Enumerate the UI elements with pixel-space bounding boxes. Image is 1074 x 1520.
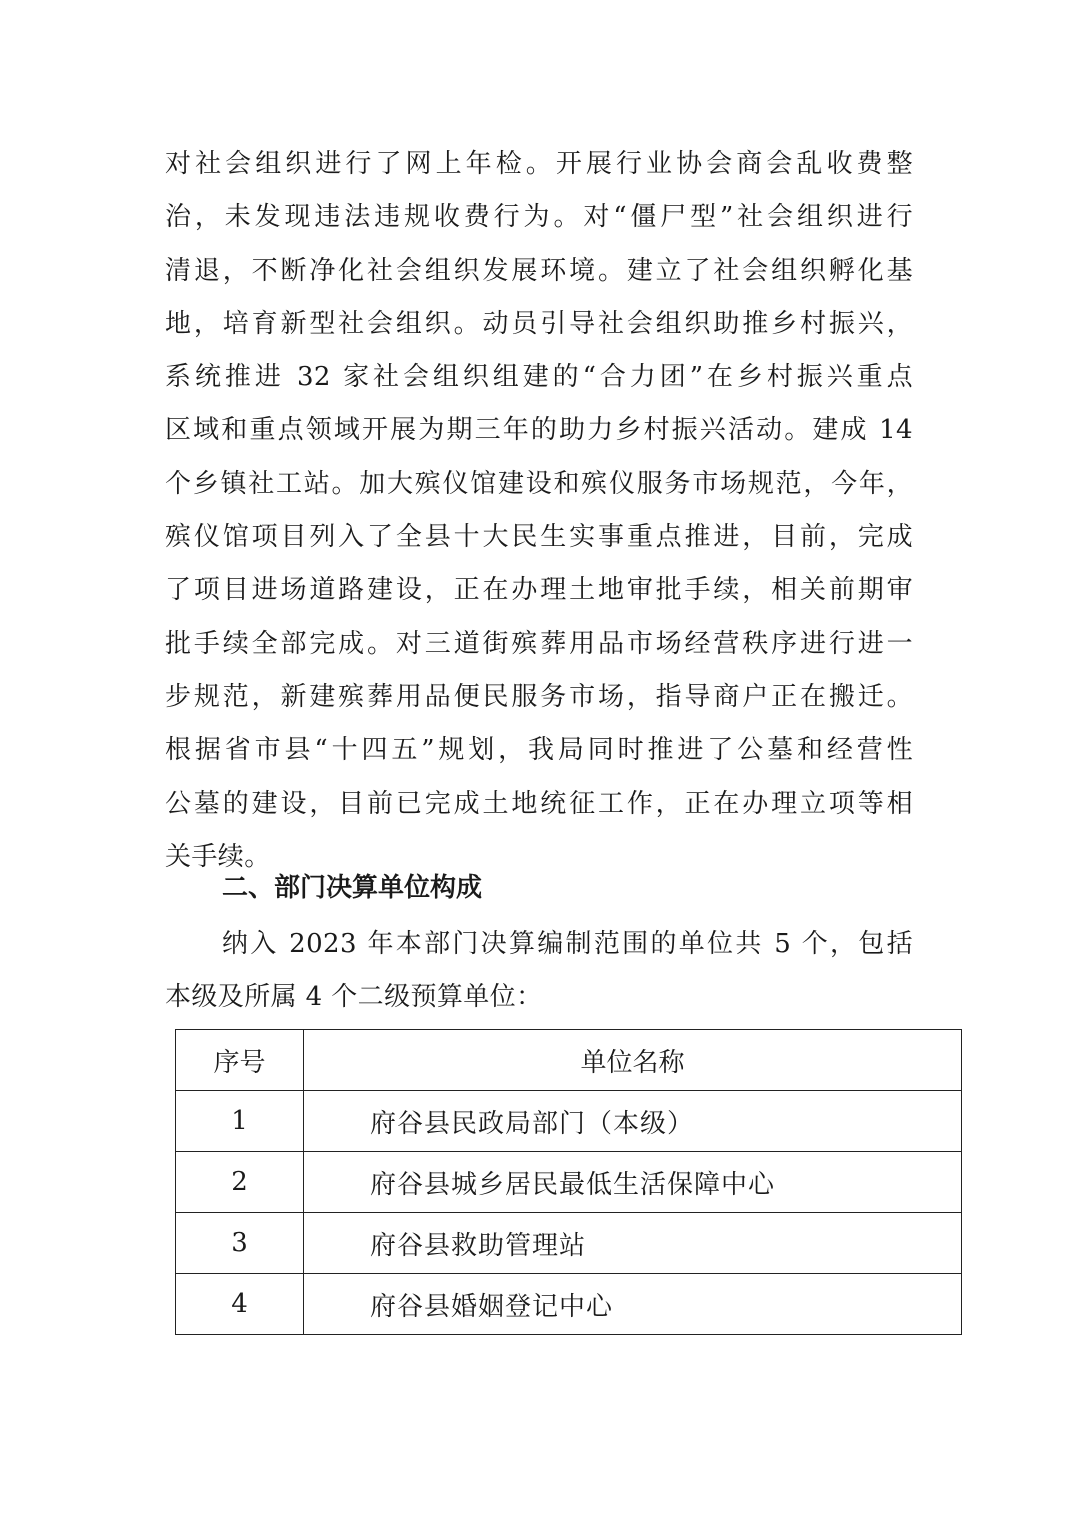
intro-paragraph [165, 918, 913, 1025]
section-heading: 二、部门决算单位构成 [222, 873, 483, 903]
body-line: 地，培育新型社会组织。动员引导社会组织助推乡村振兴， [165, 308, 913, 339]
body-line: 了项目进场道路建设，正在办理土地审批手续，相关前期审 [165, 575, 913, 606]
header-unit-name: 单位名称 [304, 1030, 962, 1091]
body-line: 个乡镇社工站。加大殡仪馆建设和殡仪服务市场规范，今年， [165, 468, 913, 499]
body-line: 关手续。 [165, 841, 271, 872]
body-paragraph [165, 138, 913, 884]
body-line: 殡仪馆项目列入了全县十大民生实事重点推进，目前，完成 [165, 522, 913, 553]
body-line: 批手续全部完成。对三道街殡葬用品市场经营秩序进行进一 [165, 628, 913, 659]
intro-line: 本级及所属 4 个二级预算单位： [165, 982, 543, 1013]
body-line: 步规范，新建殡葬用品便民服务市场，指导商户正在搬迁。 [165, 681, 913, 712]
table-row [176, 1091, 962, 1152]
body-line: 根据省市县“十四五”规划，我局同时推进了公墓和经营性 [165, 735, 913, 766]
body-line: 系统推进 32 家社会组织组建的“合力团”在乡村振兴重点 [165, 362, 913, 393]
row-index: 4 [176, 1274, 304, 1335]
header-index: 序号 [176, 1030, 304, 1091]
row-index: 1 [176, 1091, 304, 1152]
table-row [176, 1213, 962, 1274]
row-index: 3 [176, 1213, 304, 1274]
body-line: 治，未发现违法违规收费行为。对“僵尸型”社会组织进行 [165, 202, 913, 233]
body-line: 公墓的建设，目前已完成土地统征工作，正在办理立项等相 [165, 788, 913, 819]
table-row [176, 1274, 962, 1335]
table-header-row [176, 1030, 962, 1091]
row-unit-name: 府谷县救助管理站 [304, 1213, 962, 1274]
body-line: 清退，不断净化社会组织发展环境。建立了社会组织孵化基 [165, 255, 913, 286]
row-unit-name: 府谷县民政局部门（本级） [304, 1091, 962, 1152]
table-row [176, 1152, 962, 1213]
units-table [175, 1029, 962, 1335]
body-line: 区域和重点领域开展为期三年的助力乡村振兴活动。建成 14 [165, 415, 913, 446]
row-unit-name: 府谷县城乡居民最低生活保障中心 [304, 1152, 962, 1213]
row-unit-name: 府谷县婚姻登记中心 [304, 1274, 962, 1335]
body-line: 对社会组织进行了网上年检。开展行业协会商会乱收费整 [165, 149, 913, 179]
intro-line: 纳入 2023 年本部门决算编制范围的单位共 5 个，包括 [222, 929, 913, 959]
row-index: 2 [176, 1152, 304, 1213]
